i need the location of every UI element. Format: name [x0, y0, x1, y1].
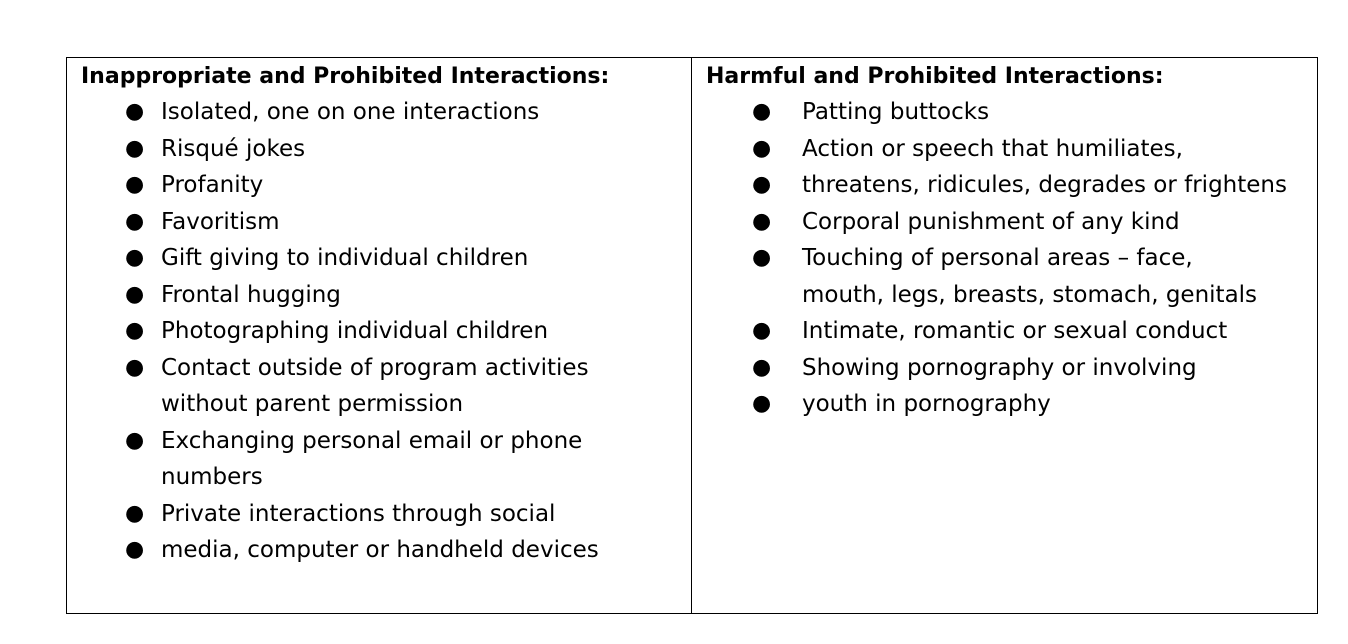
bullet-icon: ● — [125, 172, 145, 197]
list-item — [692, 386, 1317, 423]
list-item-text: Action or speech that humiliates, — [802, 135, 1183, 162]
list-item-text: Patting buttocks — [802, 99, 990, 125]
list-item-text: Photographing individual children — [161, 318, 549, 344]
bullet-icon: ● — [752, 135, 772, 161]
list-item-text: Profanity — [161, 172, 264, 198]
list-item — [692, 350, 1317, 387]
list-item — [67, 277, 691, 314]
list-item — [67, 240, 691, 277]
bullet-icon: ● — [125, 99, 145, 124]
list-item-text: media, computer or handheld devices — [161, 537, 599, 563]
list-item-text: Risqué jokes — [161, 135, 306, 162]
list-item — [67, 532, 691, 569]
list-item — [67, 496, 691, 533]
list-item — [692, 94, 1317, 131]
list-item-text: Frontal hugging — [161, 281, 341, 308]
inappropriate-interactions-heading: Inappropriate and Prohibited Interactions: — [81, 64, 610, 89]
harmful-interactions-list — [692, 94, 1317, 423]
bullet-icon: ● — [752, 99, 772, 124]
bullet-icon: ● — [125, 318, 145, 343]
table-row — [67, 58, 1318, 614]
bullet-icon: ● — [752, 172, 772, 197]
list-item-text: Isolated, one on one interactions — [161, 99, 540, 125]
bullet-icon: ● — [125, 281, 145, 307]
list-item — [67, 131, 691, 168]
list-item — [67, 204, 691, 241]
inappropriate-interactions-list — [67, 94, 691, 569]
bullet-icon: ● — [752, 245, 772, 270]
list-item-text: Contact outside of program activities — [161, 354, 589, 381]
list-item — [67, 423, 691, 496]
list-item-text: Private interactions through social — [161, 500, 556, 527]
list-item-text: Gift giving to individual children — [161, 245, 529, 271]
list-item — [692, 167, 1317, 204]
bullet-icon: ● — [125, 208, 145, 234]
bullet-icon: ● — [752, 318, 772, 343]
list-item-text: Intimate, romantic or sexual conduct — [802, 318, 1228, 344]
list-item-text: numbers — [161, 464, 263, 490]
list-item-text: threatens, ridicules, degrades or frightens — [802, 172, 1287, 198]
list-item — [692, 204, 1317, 241]
list-item — [692, 240, 1317, 313]
list-item-text: Favoritism — [161, 208, 280, 235]
bullet-icon: ● — [125, 500, 145, 526]
list-item-text: youth in pornography — [802, 391, 1051, 417]
bullet-icon: ● — [752, 354, 772, 380]
bullet-icon: ● — [125, 537, 145, 562]
list-item — [692, 313, 1317, 350]
list-item — [67, 313, 691, 350]
list-item-text: Exchanging personal email or phone — [161, 427, 583, 454]
list-item-text: Corporal punishment of any kind — [802, 208, 1180, 235]
bullet-icon: ● — [752, 391, 772, 416]
bullet-icon: ● — [125, 354, 145, 380]
list-item — [67, 167, 691, 204]
harmful-interactions-cell — [692, 58, 1318, 614]
inappropriate-interactions-cell — [67, 58, 692, 614]
bullet-icon: ● — [125, 135, 145, 161]
list-item-text: Showing pornography or involving — [802, 354, 1197, 381]
harmful-interactions-heading: Harmful and Prohibited Interactions: — [706, 64, 1164, 89]
list-item — [67, 94, 691, 131]
bullet-icon: ● — [125, 245, 145, 270]
bullet-icon: ● — [125, 427, 145, 453]
list-item-text: mouth, legs, breasts, stomach, genitals — [802, 281, 1258, 308]
list-item — [692, 131, 1317, 168]
bullet-icon: ● — [752, 208, 772, 234]
list-item — [67, 350, 691, 423]
list-item-text: without parent permission — [161, 391, 464, 417]
list-item-text: Touching of personal areas – face, — [802, 245, 1193, 271]
interactions-table — [66, 57, 1318, 614]
